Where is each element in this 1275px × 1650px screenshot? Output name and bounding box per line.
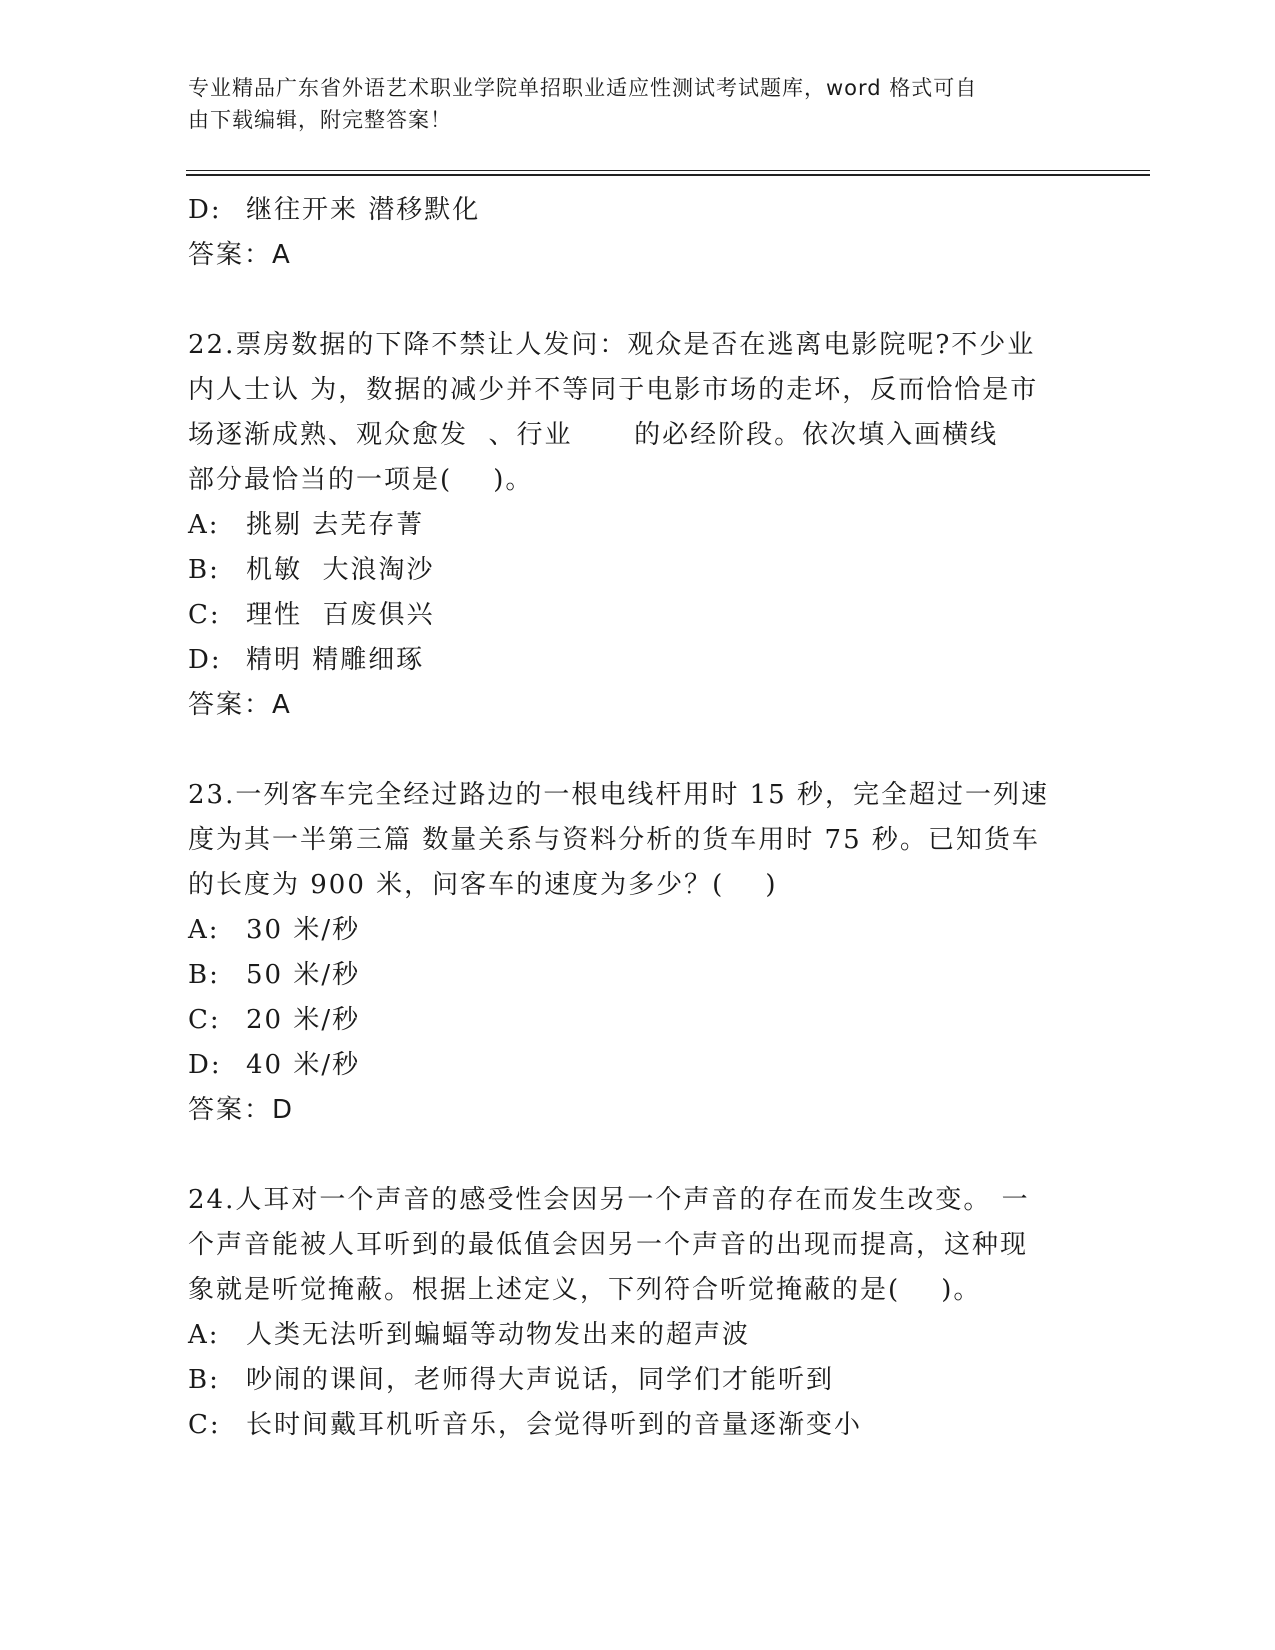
question-stem-line: 内人士认 为，数据的减少并不等同于电影市场的走坏，反而恰恰是市 <box>188 375 1039 405</box>
question-stem-line: 个声音能被人耳听到的最低值会因另一个声音的出现而提高，这种现 <box>188 1230 1029 1260</box>
option-d <box>188 638 1088 683</box>
question-stem-line: 23.一列客车完全经过路边的一根电线杆用时 15 秒，完全超过一列速 <box>188 780 1049 810</box>
option-text: 挑剔 去芜存菁 <box>246 510 425 540</box>
option-b <box>188 953 1088 998</box>
question-stem-line: 部分最恰当的一项是( )。 <box>188 465 534 495</box>
option-letter: D: <box>188 195 222 225</box>
option-text: 20 米/秒 <box>246 1005 361 1035</box>
prev-option-d <box>188 188 1088 233</box>
option-a <box>188 503 1088 548</box>
option-letter: A: <box>188 915 220 945</box>
option-text: 30 米/秒 <box>246 915 361 945</box>
question-22 <box>188 323 1088 728</box>
header-rule-thick <box>186 174 1150 176</box>
header-rule-thin <box>186 170 1150 171</box>
option-text: 理性 百废俱兴 <box>246 600 435 630</box>
answer: 答案：A <box>188 690 292 720</box>
option-a <box>188 1313 1088 1358</box>
option-a <box>188 908 1088 953</box>
option-letter: B: <box>188 555 220 585</box>
option-letter: B: <box>188 1365 220 1395</box>
option-text: 继往开来 潜移默化 <box>246 195 481 225</box>
spacer <box>188 728 1088 773</box>
spacer <box>188 1133 1088 1178</box>
header-line-2: 由下载编辑，附完整答案！ <box>188 108 452 132</box>
question-stem-line: 的长度为 900 米，问客车的速度为多少？( ) <box>188 870 778 900</box>
option-c <box>188 1403 1088 1448</box>
answer: 答案：D <box>188 1095 295 1125</box>
prev-answer: 答案：A <box>188 240 292 270</box>
question-stem-line: 象就是听觉掩蔽。根据上述定义，下列符合听觉掩蔽的是( )。 <box>188 1275 982 1305</box>
question-24 <box>188 1178 1088 1448</box>
option-c <box>188 593 1088 638</box>
option-letter: C: <box>188 600 221 630</box>
question-stem-line: 24.人耳对一个声音的感受性会因另一个声音的存在而发生改变。 一 <box>188 1185 1030 1215</box>
option-text: 人类无法听到蝙蝠等动物发出来的超声波 <box>246 1320 751 1350</box>
option-text: 吵闹的课间，老师得大声说话，同学们才能听到 <box>246 1365 835 1395</box>
option-text: 长时间戴耳机听音乐，会觉得听到的音量逐渐变小 <box>246 1410 863 1440</box>
option-letter: A: <box>188 1320 220 1350</box>
header-line-1: 专业精品广东省外语艺术职业学院单招职业适应性测试考试题库，word 格式可自 <box>188 76 978 100</box>
option-letter: D: <box>188 645 222 675</box>
option-text: 40 米/秒 <box>246 1050 361 1080</box>
option-letter: C: <box>188 1410 221 1440</box>
option-c <box>188 998 1088 1043</box>
option-d <box>188 1043 1088 1088</box>
option-b <box>188 1358 1088 1403</box>
question-stem-line: 场逐渐成熟、观众愈发 、行业 的必经阶段。依次填入画横线 <box>188 420 999 450</box>
page-header <box>188 72 1068 136</box>
option-text: 精明 精雕细琢 <box>246 645 425 675</box>
question-stem-line: 22.票房数据的下降不禁让人发问：观众是否在逃离电影院呢?不少业 <box>188 330 1036 360</box>
question-23 <box>188 773 1088 1133</box>
question-stem-line: 度为其一半第三篇 数量关系与资料分析的货车用时 75 秒。已知货车 <box>188 825 1040 855</box>
option-letter: B: <box>188 960 220 990</box>
option-text: 机敏 大浪淘沙 <box>246 555 435 585</box>
document-body <box>188 188 1088 1448</box>
option-text: 50 米/秒 <box>246 960 361 990</box>
option-letter: A: <box>188 510 220 540</box>
option-letter: C: <box>188 1005 221 1035</box>
option-letter: D: <box>188 1050 222 1080</box>
spacer <box>188 278 1088 323</box>
option-b <box>188 548 1088 593</box>
